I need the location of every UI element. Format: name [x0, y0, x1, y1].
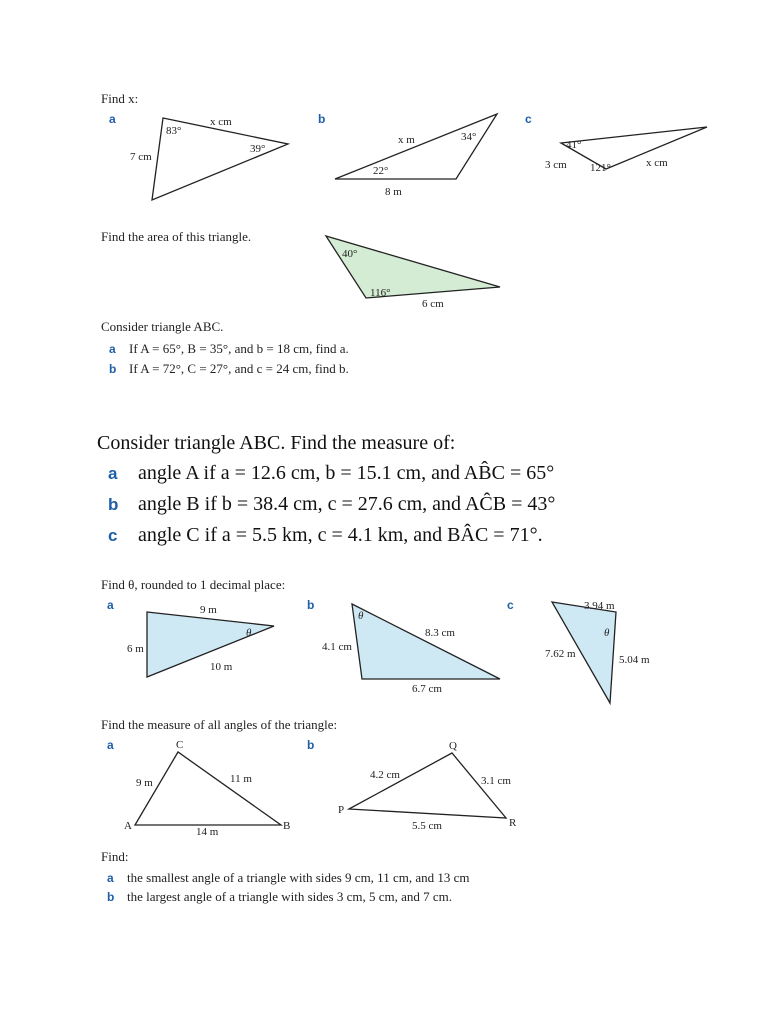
q5c-left: 7.62 m [545, 648, 576, 660]
q6-prompt: Find the measure of all angles of the triangle: [101, 717, 338, 732]
q1-triangle-b [335, 114, 497, 179]
q5b-bottom: 6.7 cm [412, 683, 442, 695]
q6-triangle-a [135, 752, 281, 825]
q5a-theta: θ [246, 627, 252, 639]
q1a-angle-right: 39° [250, 143, 266, 155]
q1-triangle-c [561, 127, 707, 169]
q3-label-b: b [109, 362, 117, 376]
q4-label-b: b [108, 495, 119, 514]
q5-prompt: Find θ, rounded to 1 decimal place: [101, 577, 286, 592]
q3-label-a: a [109, 342, 116, 356]
q1b-side: x m [398, 134, 415, 146]
q7-label-b: b [107, 890, 115, 904]
q6b-vertex-p: P [338, 804, 345, 816]
q5a-left: 6 m [127, 643, 144, 655]
q5b-hyp: 8.3 cm [425, 627, 455, 639]
q4-item-c: angle C if a = 5.5 km, c = 4.1 km, and BÂC = 71°. [138, 524, 543, 546]
q1-label-b: b [318, 112, 326, 126]
q1c-right-side: x cm [646, 157, 668, 169]
q5-triangle-b [352, 604, 500, 679]
q5c-right: 5.04 m [619, 654, 650, 666]
q5b-left: 4.1 cm [322, 641, 352, 653]
q1a-angle-top: 83° [166, 125, 182, 137]
q7-prompt: Find: [101, 849, 129, 864]
q4-item-a: angle A if a = 12.6 cm, b = 15.1 cm, and AB̂C = 65° [138, 462, 555, 484]
q3-item-b: If A = 72°, C = 27°, and c = 24 cm, find b. [129, 361, 349, 376]
q5c-top: 3.94 m [584, 600, 615, 612]
q1b-bottom: 8 m [385, 186, 402, 198]
q2-triangle [326, 236, 500, 298]
q6a-vertex-a: A [124, 820, 132, 832]
q7-item-a: the smallest angle of a triangle with sides 9 cm, 11 cm, and 13 cm [127, 870, 470, 885]
q6-label-b: b [307, 738, 315, 752]
q4-prompt: Consider triangle ABC. Find the measure of: [97, 432, 456, 454]
q6a-vertex-b: B [283, 820, 291, 832]
q2-side: 6 cm [422, 298, 444, 310]
q5-label-c: c [507, 598, 514, 612]
q6a-right: 11 m [230, 773, 252, 785]
q5a-top: 9 m [200, 604, 217, 616]
q3-item-a: If A = 65°, B = 35°, and b = 18 cm, find a. [129, 341, 349, 356]
q7-item-b: the largest angle of a triangle with sides 3 cm, 5 cm, and 7 cm. [127, 889, 453, 904]
q2-angle-bottom: 116° [370, 287, 391, 299]
q4-item-b: angle B if b = 38.4 cm, c = 27.6 cm, and AĈB = 43° [138, 493, 556, 515]
q1-label-a: a [109, 112, 116, 126]
q1c-left-side: 3 cm [545, 159, 567, 171]
q1a-top-side: x cm [210, 116, 232, 128]
q2-angle-top: 40° [342, 248, 358, 260]
q1c-angle-mid: 121° [590, 162, 611, 174]
q6a-bottom: 14 m [196, 826, 219, 838]
q5b-theta: θ [358, 610, 364, 622]
q6a-vertex-c: C [176, 739, 184, 751]
q3-prompt: Consider triangle ABC. [101, 319, 224, 334]
q5c-theta: θ [604, 627, 610, 639]
q4-label-c: c [108, 526, 118, 545]
q7-label-a: a [107, 871, 114, 885]
q6b-bottom: 5.5 cm [412, 820, 442, 832]
q6b-right: 3.1 cm [481, 775, 511, 787]
q1a-left-side: 7 cm [130, 151, 152, 163]
q6b-left: 4.2 cm [370, 769, 400, 781]
q6a-left: 9 m [136, 777, 153, 789]
q5-label-a: a [107, 598, 114, 612]
q6-label-a: a [107, 738, 114, 752]
q1b-angle-top: 34° [461, 131, 477, 143]
q4-label-a: a [108, 464, 118, 483]
q5-label-b: b [307, 598, 315, 612]
q1-label-c: c [525, 112, 532, 126]
q1b-angle-left: 22° [373, 165, 389, 177]
q2-prompt: Find the area of this triangle. [101, 229, 252, 244]
q6b-vertex-q: Q [449, 740, 457, 752]
q6b-vertex-r: R [509, 817, 517, 829]
q1c-angle-top: 41° [566, 139, 582, 151]
q1-prompt: Find x: [101, 91, 139, 106]
q5a-hyp: 10 m [210, 661, 233, 673]
